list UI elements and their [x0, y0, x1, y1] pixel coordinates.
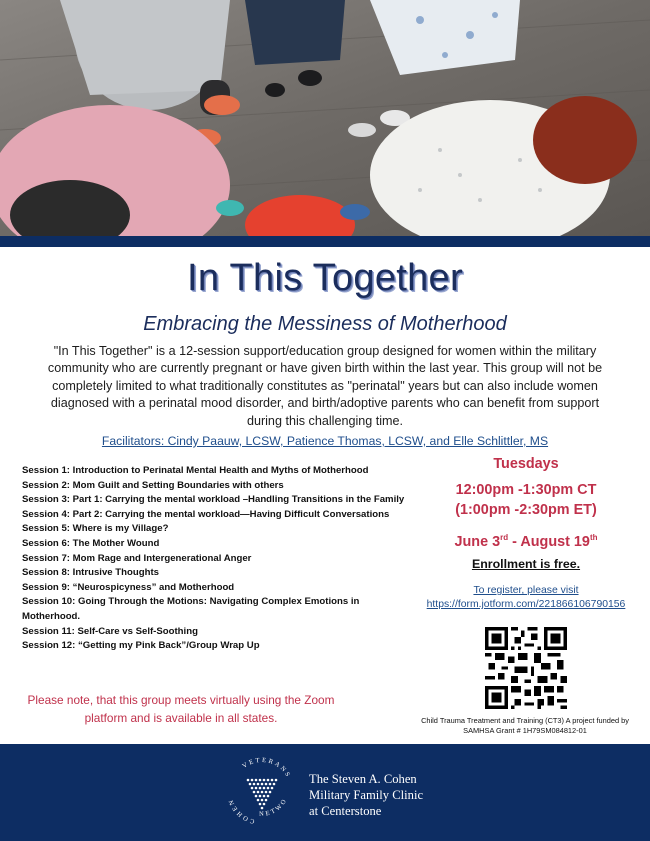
date-end-suffix: th: [589, 533, 598, 542]
register-link[interactable]: https://form.jotform.com/221866106790156: [426, 599, 626, 610]
cvn-logo-mark: [222, 750, 302, 830]
session-item: Session 4: Part 2: Carrying the mental workload—Having Difficult Conversations: [22, 508, 390, 520]
date-start-suffix: rd: [500, 533, 509, 542]
page-title: In This Together: [187, 257, 463, 299]
qr-code-graphic: [485, 627, 567, 709]
session-item: Session 9: “Neurospicyness” and Motherhood: [22, 581, 235, 593]
page-subtitle: Embracing the Messiness of Motherhood: [143, 313, 507, 335]
session-item: Session 3: Part 1: Carrying the mental workload –Handling Transitions in the Family: [22, 494, 405, 506]
cohen-veterans-network-logo: [222, 750, 302, 830]
clinic-name-line: Military Family Clinic: [309, 788, 424, 802]
qr-code-icon[interactable]: [485, 627, 567, 709]
session-item: Session 1: Introduction to Perinatal Mental Health and Myths of Motherhood: [22, 465, 369, 476]
meeting-time-et: (1:00pm -2:30pm ET): [455, 502, 597, 518]
facilitators-line: Facilitators: Cindy Paauw, LCSW, Patience Thomas, LCSW, and Elle Schlittler, MS: [101, 434, 549, 448]
session-list: [22, 464, 410, 654]
hero-photo: [0, 0, 650, 236]
session-item: Session 5: Where is my Village?: [22, 523, 169, 535]
logo-arc-left: COHEN: [227, 797, 256, 825]
session-item: Session 7: Mom Rage and Intergenerational Anger: [22, 552, 252, 564]
enrollment-note: Enrollment is free.: [471, 557, 581, 571]
session-item: Session 6: The Mother Wound: [22, 537, 160, 549]
women-circle-photo-illustration: [0, 0, 650, 236]
register-link-text[interactable]: To register, please visit: [473, 585, 579, 596]
program-description: "In This Together" is a 12-session support/education group designed for women within the military community who are currently pregnant or have given birth within the last year. This group will not be completely limited to what traditionally constitutes as "perinatal" years but can also include women diagnosed with a perinatal mood disorder, and birth/adoptive parents who can benefit from support during this challenging time.: [47, 344, 603, 428]
clinic-name-line: The Steven A. Cohen: [309, 772, 417, 786]
hero-divider-band: [0, 236, 650, 247]
meeting-dates: [410, 528, 642, 552]
logo-arc-bottom: NETWO: [259, 796, 289, 818]
session-item: Session 8: Intrusive Thoughts: [22, 567, 159, 579]
session-item: Session 12: “Getting my Pink Back”/Group Wrap Up: [22, 640, 260, 652]
date-separator: -: [508, 534, 521, 550]
footer-bar: [0, 744, 650, 841]
logo-arc-top: VETERANS: [241, 756, 293, 780]
schedule-block: [410, 456, 642, 552]
session-item: Session 2: Mom Guilt and Setting Boundaries with others: [22, 479, 284, 491]
clinic-name-line: at Centerstone: [309, 804, 382, 818]
session-item: Session 11: Self-Care vs Self-Soothing: [22, 625, 198, 637]
meeting-day: Tuesdays: [493, 456, 559, 472]
virtual-note: Please note, that this group meets virtually using the Zoom platform and is available in all states.: [27, 693, 335, 725]
clinic-name: [309, 771, 529, 819]
funding-note: Child Trauma Treatment and Training (CT3) A project funded by SAMHSA Grant # 1H79SM084812-01: [421, 716, 629, 736]
date-end: August 19: [520, 534, 590, 550]
logo-v-dots: [247, 779, 278, 810]
date-start: June 3: [454, 534, 501, 550]
session-item: Session 10: Going Through the Motions: Navigating Complex Emotions in Motherhood.: [22, 596, 360, 622]
meeting-time-ct: 12:00pm -1:30pm CT: [455, 482, 597, 498]
